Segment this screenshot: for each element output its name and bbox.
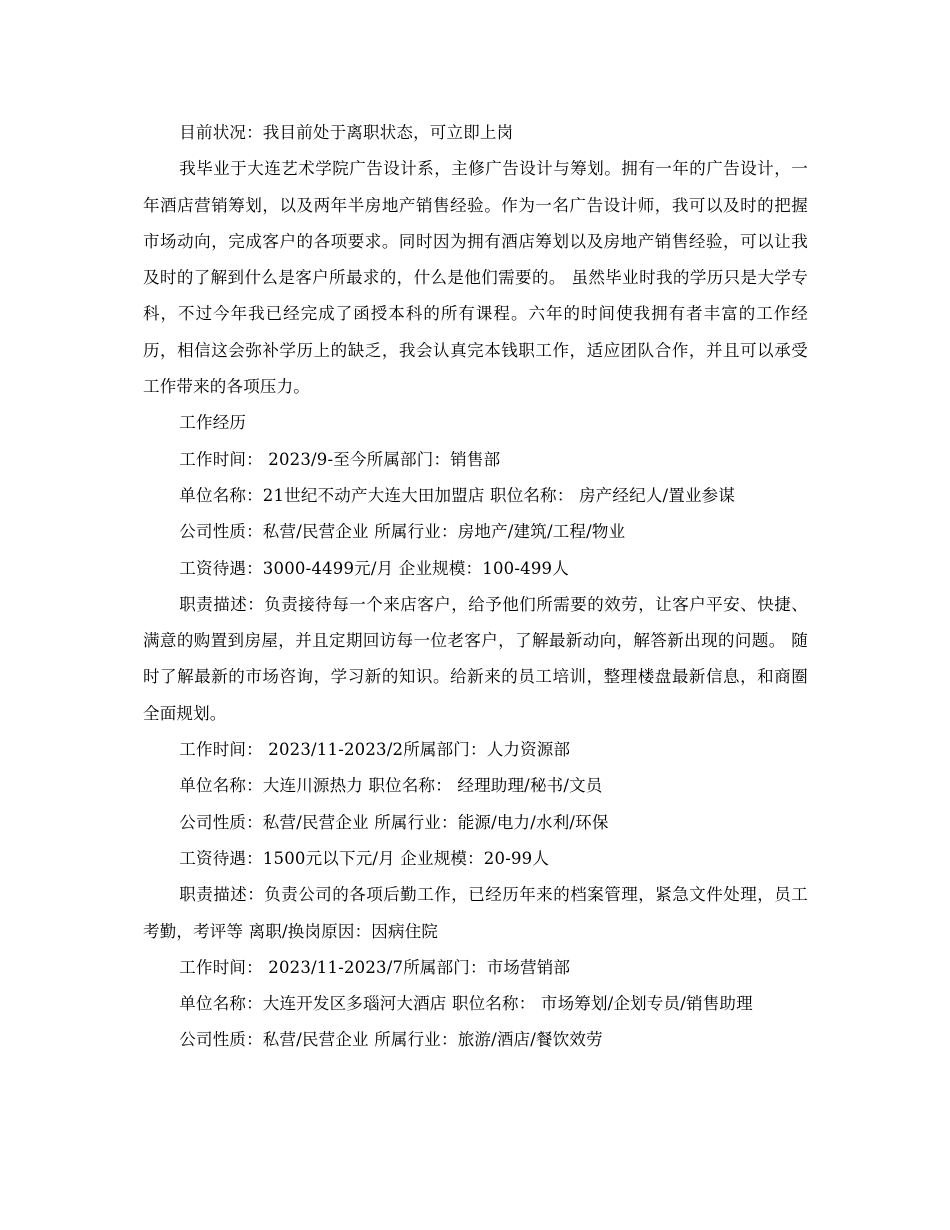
current-status-paragraph: 目前状况：我目前处于离职状态，可立即上岗 [179, 123, 514, 142]
job1-duties: 职责描述：负责接待每一个来店客户，给予他们所需要的效劳，让客户平安、快捷、满意的购置到房屋，并且定期回访每一位老客户，了解最新动向，解答新出现的问题。 随时了解最新的市场咨询，学习新的知识。给新来的员工培训，整理楼盘最新信息，和商圈全面规划。 [143, 594, 808, 723]
job1-period: 工作时间： 2023/9-至今所属部门：销售部 [179, 449, 501, 469]
self-introduction-paragraph: 我毕业于大连艺术学院广告设计系，主修广告设计与筹划。拥有一年的广告设计，一年酒店营销筹划，以及两年半房地产销售经验。作为一名广告设计师，我可以及时的把握市场动向，完成客户的各项要求。同时因为拥有酒店筹划以及房地产销售经验，可以让我及时的了解到什么是客户所最求的，什么是他们需要的。 虽然毕业时我的学历只是大学专科，不过今年我已经完成了函授本科的所有课程。六年的时间使我拥有者丰富的工作经历，相信这会弥补学历上的缺乏，我会认真完本钱职工作，适应团队合作，并且可以承受工作带来的各项压力。 [143, 159, 808, 397]
job3-nature: 公司性质：私营/民营企业 所属行业：旅游/酒店/餐饮效劳 [179, 1030, 603, 1050]
job3-period: 工作时间： 2023/11-2023/7所属部门：市场营销部 [179, 957, 571, 977]
job2-company: 单位名称：大连川源热力 职位名称： 经理助理/秘书/文员 [179, 776, 603, 796]
job2-salary: 工资待遇：1500元以下元/月 企业规模：20-99人 [179, 848, 550, 868]
job1-salary: 工资待遇：3000-4499元/月 企业规模：100-499人 [179, 558, 569, 578]
job1-company: 单位名称：21世纪不动产大连大田加盟店 职位名称： 房产经纪人/置业参谋 [179, 485, 736, 505]
job2-period: 工作时间： 2023/11-2023/2所属部门：人力资源部 [179, 740, 571, 760]
document-page [143, 115, 808, 1059]
job1-nature: 公司性质：私营/民营企业 所属行业：房地产/建筑/工程/物业 [179, 522, 626, 542]
job2-nature: 公司性质：私营/民营企业 所属行业：能源/电力/水利/环保 [179, 812, 609, 832]
work-history-heading: 工作经历 [179, 413, 247, 433]
job2-duties: 职责描述：负责公司的各项后勤工作，已经历年来的档案管理，紧急文件处理，员工考勤，考评等 离职/换岗原因：因病住院 [143, 885, 808, 941]
job3-company: 单位名称：大连开发区多瑙河大酒店 职位名称： 市场筹划/企划专员/销售助理 [179, 994, 753, 1014]
